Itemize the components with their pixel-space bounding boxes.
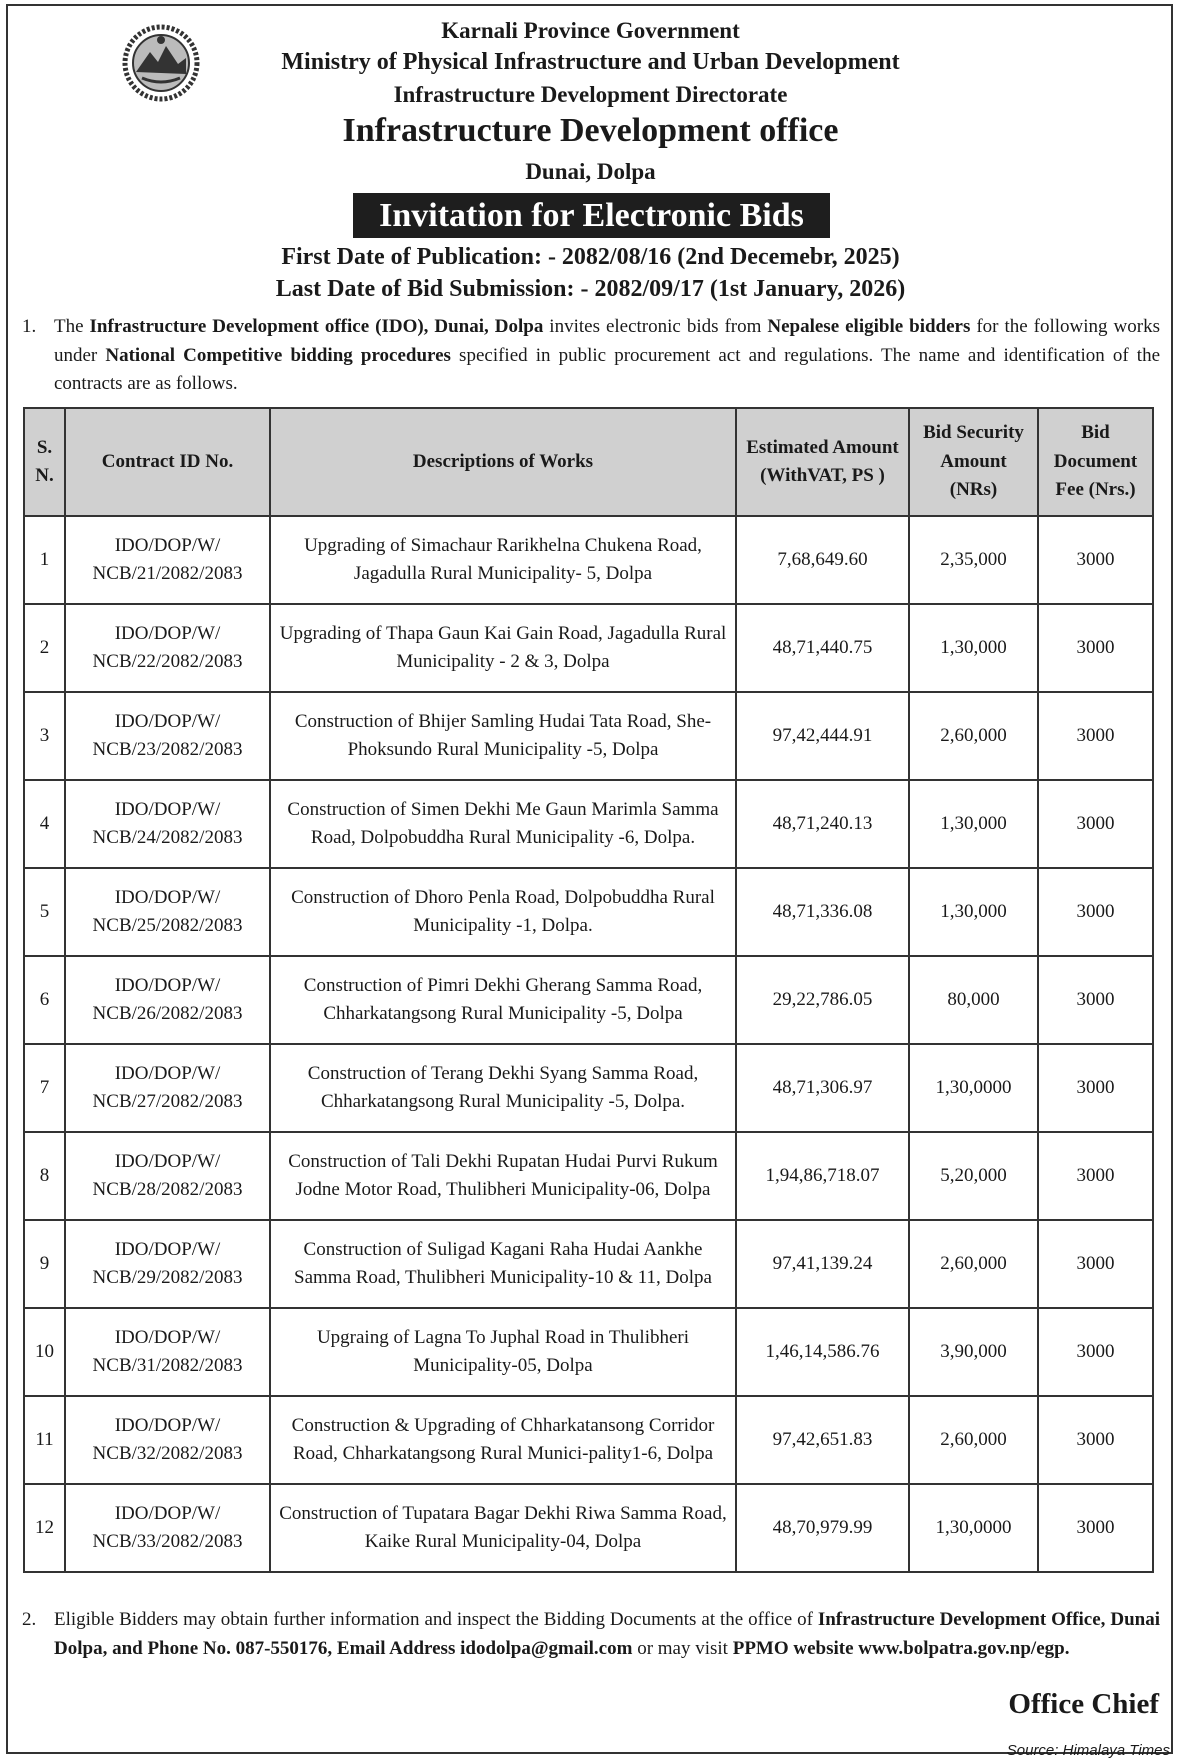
cell-estimated-amount: 48,71,240.13	[736, 780, 909, 868]
cell-sn: 9	[24, 1220, 65, 1308]
table-row	[24, 1132, 1153, 1220]
cell-contract-id: IDO/DOP/W/ NCB/22/2082/2083	[65, 604, 270, 692]
source-credit: Source: Himalaya Times	[1006, 1742, 1170, 1759]
cell-description: Upgrading of Simachaur Rarikhelna Chukena Road, Jagadulla Rural Municipality- 5, Dolpa	[270, 516, 736, 604]
cell-sn: 12	[24, 1484, 65, 1572]
cell-description: Upgraing of Lagna To Juphal Road in Thulibheri Municipality-05, Dolpa	[270, 1308, 736, 1396]
cell-bid-security: 2,60,000	[909, 1396, 1038, 1484]
notice-title: Invitation for Electronic Bids	[353, 193, 830, 238]
header-description: Descriptions of Works	[270, 408, 736, 516]
cell-estimated-amount: 48,71,440.75	[736, 604, 909, 692]
header-sn: S. N.	[24, 408, 65, 516]
cell-bid-security: 1,30,0000	[909, 1484, 1038, 1572]
cell-contract-id: IDO/DOP/W/ NCB/26/2082/2083	[65, 956, 270, 1044]
cell-description: Construction of Tupatara Bagar Dekhi Riwa Samma Road, Kaike Rural Municipality-04, Dolpa	[270, 1484, 736, 1572]
table-row	[24, 1044, 1153, 1132]
table-row	[24, 1484, 1153, 1572]
table-row	[24, 516, 1153, 604]
table-row	[24, 956, 1153, 1044]
cell-estimated-amount: 7,68,649.60	[736, 516, 909, 604]
header-bid-security: Bid Security Amount (NRs)	[909, 408, 1038, 516]
cell-contract-id: IDO/DOP/W/ NCB/29/2082/2083	[65, 1220, 270, 1308]
table-row	[24, 1220, 1153, 1308]
cell-contract-id: IDO/DOP/W/ NCB/21/2082/2083	[65, 516, 270, 604]
cell-bid-security: 2,35,000	[909, 516, 1038, 604]
cell-estimated-amount: 1,94,86,718.07	[736, 1132, 909, 1220]
table-row	[24, 692, 1153, 780]
header-document-fee: Bid Document Fee (Nrs.)	[1038, 408, 1153, 516]
cell-bid-security: 3,90,000	[909, 1308, 1038, 1396]
cell-description: Construction of Dhoro Penla Road, Dolpobuddha Rural Municipality -1, Dolpa.	[270, 868, 736, 956]
cell-bid-security: 2,60,000	[909, 692, 1038, 780]
cell-contract-id: IDO/DOP/W/ NCB/32/2082/2083	[65, 1396, 270, 1484]
cell-bid-security: 1,30,000	[909, 780, 1038, 868]
cell-description: Construction of Simen Dekhi Me Gaun Marimla Samma Road, Dolpobuddha Rural Municipality -6, Dolpa.	[270, 780, 736, 868]
cell-document-fee: 3000	[1038, 516, 1153, 604]
first-publication-date: First Date of Publication: - 2082/08/16 (2nd Decemebr, 2025)	[281, 244, 900, 270]
cell-sn: 5	[24, 868, 65, 956]
cell-contract-id: IDO/DOP/W/ NCB/23/2082/2083	[65, 692, 270, 780]
cell-document-fee: 3000	[1038, 692, 1153, 780]
paragraph-number: 2.	[22, 1609, 37, 1630]
cell-description: Construction of Pimri Dekhi Gherang Samma Road, Chharkatangsong Rural Municipality -5, Dolpa	[270, 956, 736, 1044]
cell-sn: 8	[24, 1132, 65, 1220]
header-contract-id: Contract ID No.	[65, 408, 270, 516]
cell-document-fee: 3000	[1038, 1308, 1153, 1396]
table-row	[24, 780, 1153, 868]
cell-estimated-amount: 29,22,786.05	[736, 956, 909, 1044]
cell-document-fee: 3000	[1038, 956, 1153, 1044]
paragraph-number: 1.	[22, 316, 37, 337]
government-name: Karnali Province Government	[441, 18, 740, 43]
cell-contract-id: IDO/DOP/W/ NCB/28/2082/2083	[65, 1132, 270, 1220]
signature-office-chief: Office Chief	[1008, 1688, 1159, 1720]
cell-sn: 2	[24, 604, 65, 692]
office-location: Dunai, Dolpa	[525, 159, 656, 184]
header-estimated-amount: Estimated Amount (WithVAT, PS )	[736, 408, 909, 516]
cell-document-fee: 3000	[1038, 604, 1153, 692]
cell-estimated-amount: 48,70,979.99	[736, 1484, 909, 1572]
cell-bid-security: 5,20,000	[909, 1132, 1038, 1220]
cell-sn: 3	[24, 692, 65, 780]
cell-document-fee: 3000	[1038, 1132, 1153, 1220]
cell-description: Construction of Suligad Kagani Raha Hudai Aankhe Samma Road, Thulibheri Municipality-10 & 11, Dolpa	[270, 1220, 736, 1308]
paragraph-1: 1. The Infrastructure Development office (IDO), Dunai, Dolpa invites electronic bids from Nepalese eligible bidders for the following works under National Competitive bidding procedures specified in public procurement act and regulations. The name and identification of the contracts are as follows.	[22, 313, 1160, 399]
last-submission-date: Last Date of Bid Submission: - 2082/09/17 (1st January, 2026)	[275, 276, 906, 302]
cell-bid-security: 2,60,000	[909, 1220, 1038, 1308]
cell-estimated-amount: 97,42,651.83	[736, 1396, 909, 1484]
cell-document-fee: 3000	[1038, 1220, 1153, 1308]
cell-estimated-amount: 48,71,306.97	[736, 1044, 909, 1132]
contracts-table	[23, 407, 1154, 1573]
table-row	[24, 868, 1153, 956]
cell-sn: 10	[24, 1308, 65, 1396]
cell-sn: 6	[24, 956, 65, 1044]
table-row	[24, 1308, 1153, 1396]
cell-sn: 11	[24, 1396, 65, 1484]
cell-bid-security: 80,000	[909, 956, 1038, 1044]
cell-estimated-amount: 1,46,14,586.76	[736, 1308, 909, 1396]
table-row	[24, 604, 1153, 692]
cell-description: Construction of Tali Dekhi Rupatan Hudai Purvi Rukum Jodne Motor Road, Thulibheri Municipality-06, Dolpa	[270, 1132, 736, 1220]
cell-sn: 1	[24, 516, 65, 604]
cell-document-fee: 3000	[1038, 1044, 1153, 1132]
cell-description: Construction of Terang Dekhi Syang Samma Road, Chharkatangsong Rural Municipality -5, Dolpa.	[270, 1044, 736, 1132]
cell-contract-id: IDO/DOP/W/ NCB/33/2082/2083	[65, 1484, 270, 1572]
cell-contract-id: IDO/DOP/W/ NCB/27/2082/2083	[65, 1044, 270, 1132]
cell-estimated-amount: 48,71,336.08	[736, 868, 909, 956]
cell-description: Construction of Bhijer Samling Hudai Tata Road, She-Phoksundo Rural Municipality -5, Dolpa	[270, 692, 736, 780]
cell-document-fee: 3000	[1038, 1484, 1153, 1572]
cell-document-fee: 3000	[1038, 1396, 1153, 1484]
cell-estimated-amount: 97,42,444.91	[736, 692, 909, 780]
cell-contract-id: IDO/DOP/W/ NCB/25/2082/2083	[65, 868, 270, 956]
table-row	[24, 1396, 1153, 1484]
cell-contract-id: IDO/DOP/W/ NCB/24/2082/2083	[65, 780, 270, 868]
cell-sn: 4	[24, 780, 65, 868]
cell-description: Upgrading of Thapa Gaun Kai Gain Road, Jagadulla Rural Municipality - 2 & 3, Dolpa	[270, 604, 736, 692]
cell-bid-security: 1,30,0000	[909, 1044, 1038, 1132]
cell-document-fee: 3000	[1038, 868, 1153, 956]
cell-document-fee: 3000	[1038, 780, 1153, 868]
cell-bid-security: 1,30,000	[909, 868, 1038, 956]
cell-description: Construction & Upgrading of Chharkatansong Corridor Road, Chharkatangsong Rural Munici-pality1-6, Dolpa	[270, 1396, 736, 1484]
paragraph-2: 2. Eligible Bidders may obtain further information and inspect the Bidding Documents at the office of Infrastructure Development Office, Dunai Dolpa, and Phone No. 087-550176, Email Address idodolpa@gmail.com or may visit PPMO website www.bolpatra.gov.np/egp.	[22, 1606, 1160, 1663]
table-header-row	[24, 408, 1153, 516]
ministry-name: Ministry of Physical Infrastructure and Urban Development	[281, 49, 900, 75]
cell-bid-security: 1,30,000	[909, 604, 1038, 692]
cell-contract-id: IDO/DOP/W/ NCB/31/2082/2083	[65, 1308, 270, 1396]
office-name: Infrastructure Development office	[342, 112, 839, 149]
cell-estimated-amount: 97,41,139.24	[736, 1220, 909, 1308]
cell-sn: 7	[24, 1044, 65, 1132]
directorate-name: Infrastructure Development Directorate	[393, 82, 788, 107]
